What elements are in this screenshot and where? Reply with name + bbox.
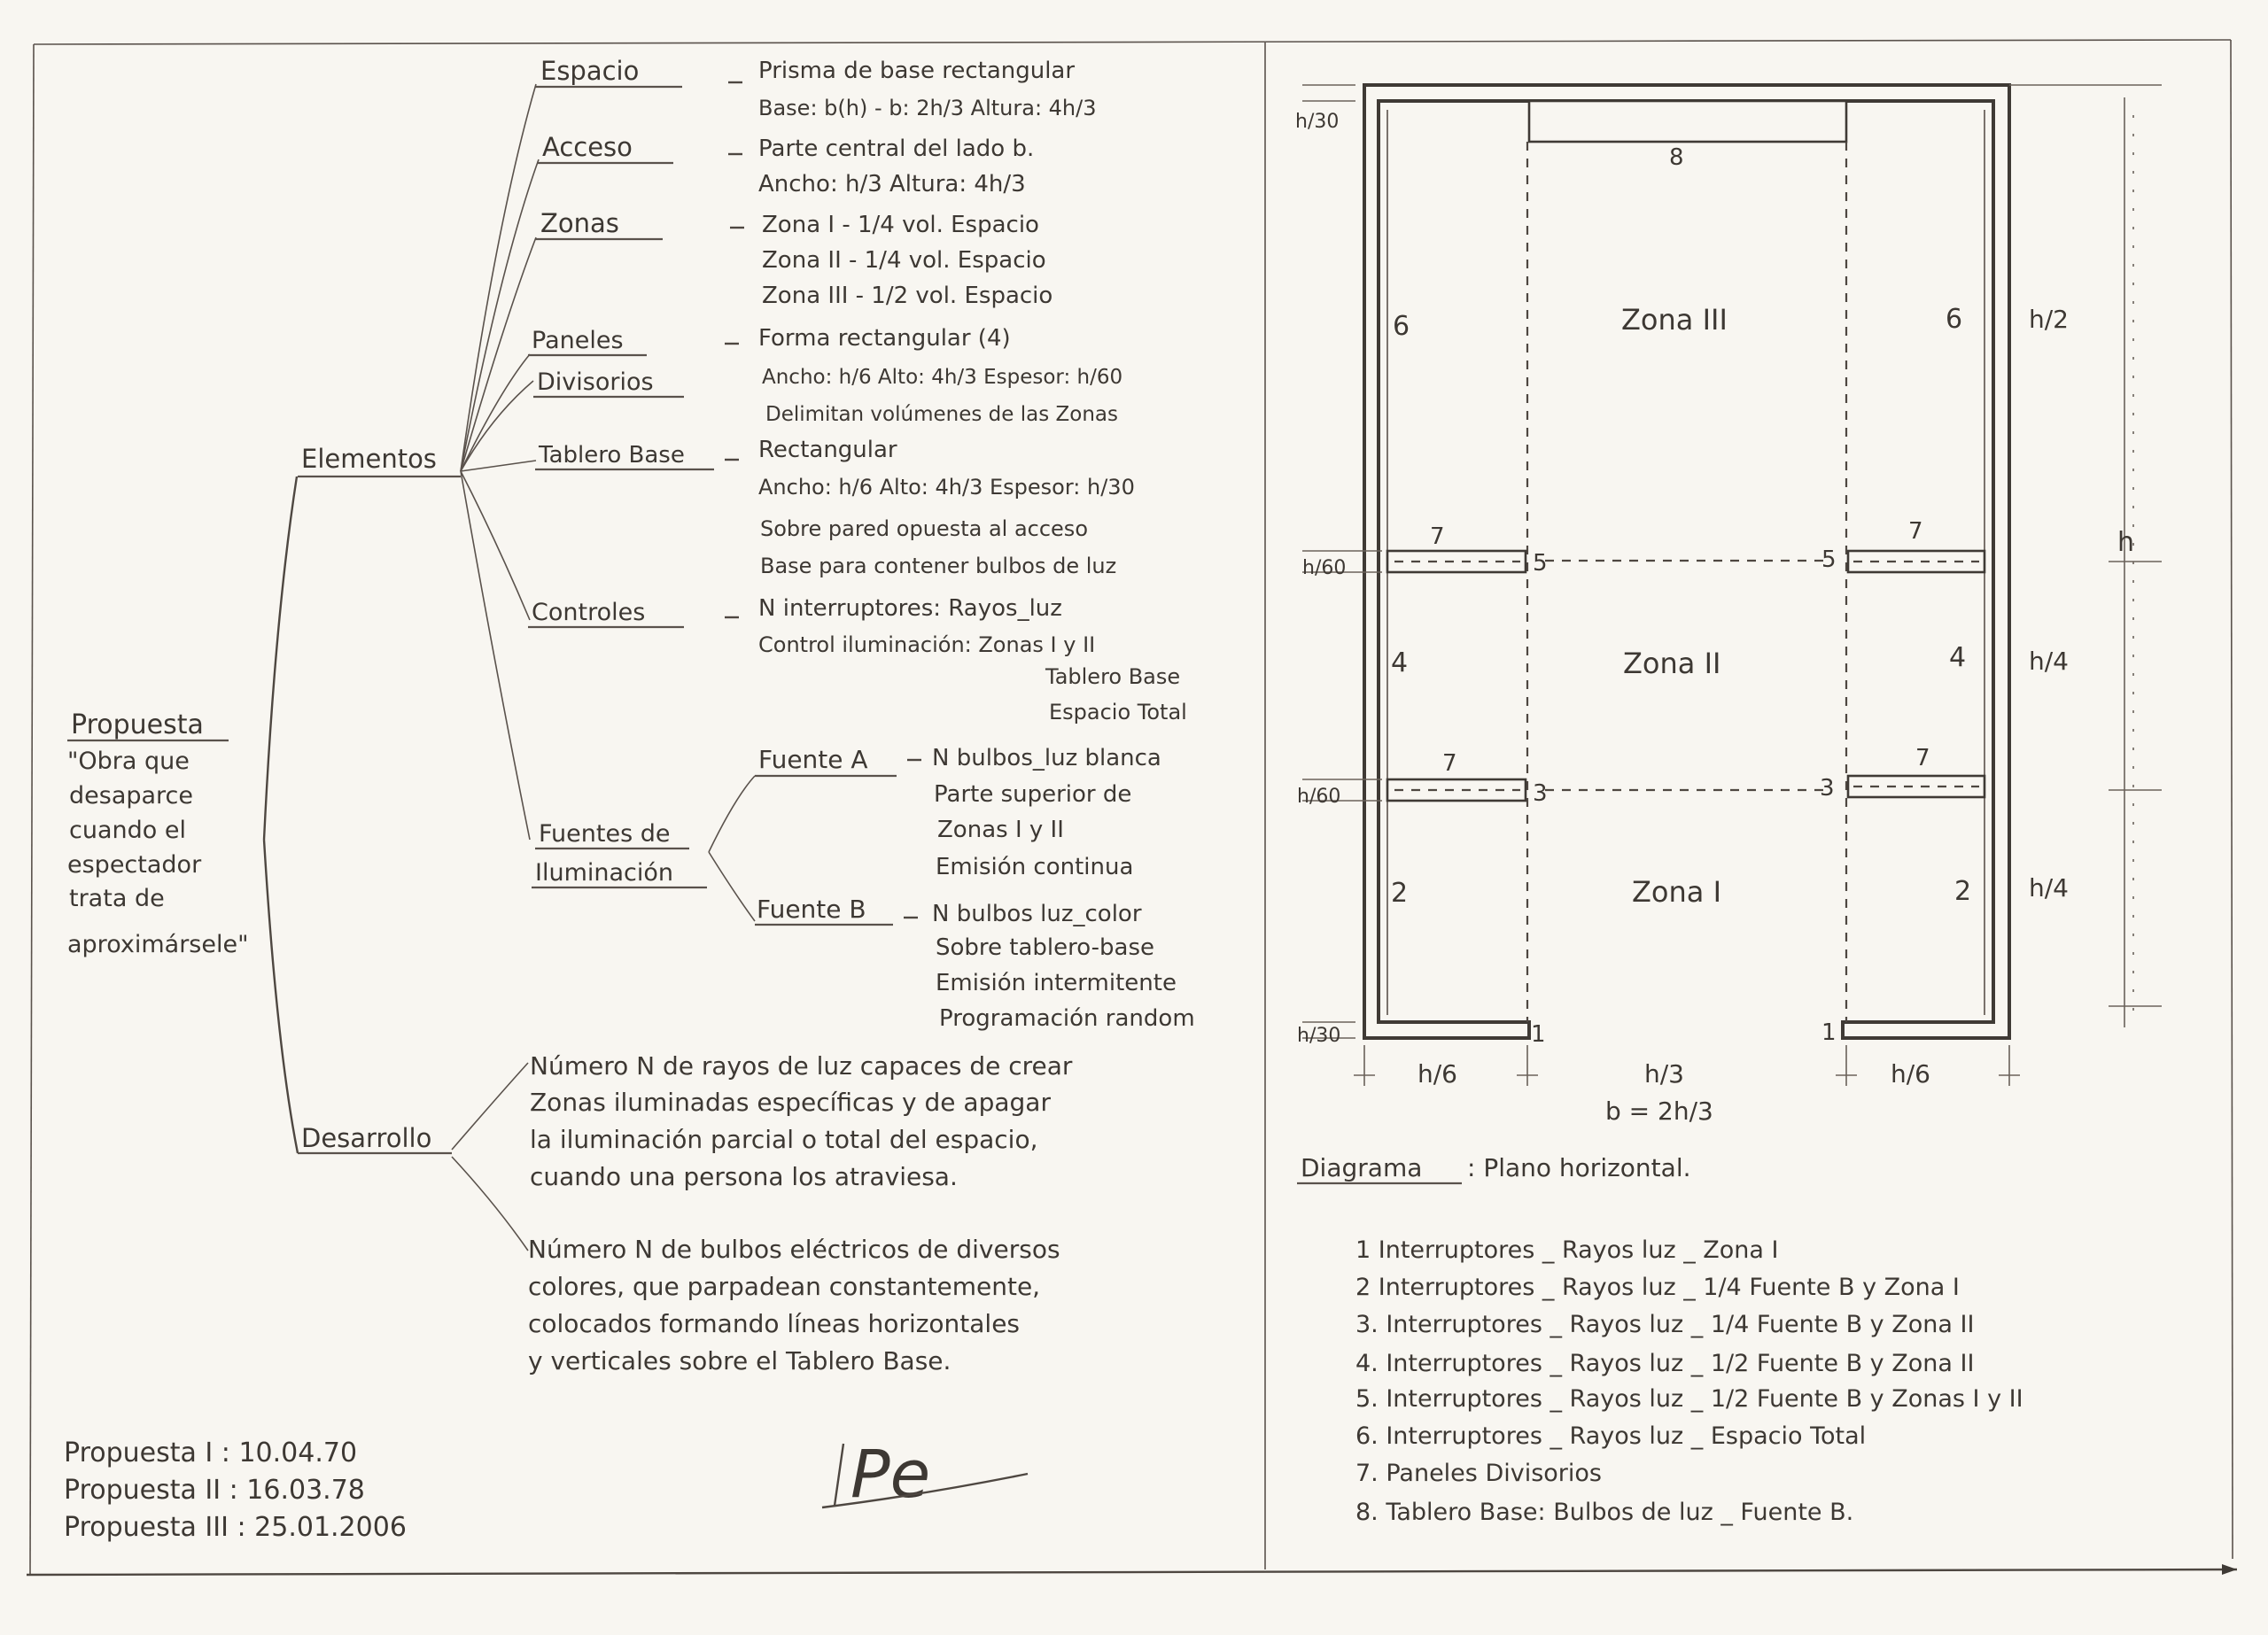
fuente-a-desc-1: N bulbos_luz blanca [932,745,1161,771]
diagram-title-label: Diagrama [1301,1153,1423,1182]
elementos-label: Elementos [301,444,437,474]
zona-iii-label: Zona III [1621,303,1728,337]
zona-i-label: Zona I [1632,875,1721,909]
dim-bottom-left: h/6 [1418,1059,1457,1089]
bottom-dimensions [1354,1045,2020,1126]
panel-right-upper [1848,551,1984,572]
number-1-right: 1 [1821,1019,1837,1046]
number-6-right: 6 [1946,304,1963,335]
tablero-desc-3: Sobre pared opuesta al acceso [760,516,1088,541]
dim-right-total: h [2117,527,2135,558]
fuentes-label-2: Iluminación [535,859,674,887]
desarrollo-2-line-2: colores, que parpadean constantemente, [528,1272,1041,1301]
proposal-title: Propuesta [71,709,204,740]
dim-left-bottom: h/30 [1297,1025,1341,1047]
zonas-desc-3: Zona III - 1/2 vol. Espacio [762,283,1053,309]
zonas-desc-1: Zona I - 1/4 vol. Espacio [762,212,1039,238]
dim-right-bottom: h/4 [2029,873,2069,903]
left-dimensions [1295,85,1382,1047]
legend-item-5: 5. Interruptores _ Rayos luz _ 1/2 Fuente B y Zonas I y II [1355,1385,2023,1413]
tablero-base-rect [1529,101,1846,142]
number-7-left-upper: 7 [1430,523,1445,550]
element-label-paneles: Paneles [532,327,624,354]
right-dimensions [2009,85,2162,1027]
number-1-left: 1 [1531,1021,1546,1048]
plan-numbers [1391,144,1971,1048]
espacio-desc-1: Prisma de base rectangular [758,58,1076,84]
proposal-line-2: desaparce [69,782,194,810]
legend-item-1: 1 Interruptores _ Rayos luz _ Zona I [1355,1236,1779,1264]
legend-item-4: 4. Interruptores _ Rayos luz _ 1/2 Fuente B y Zona II [1355,1350,1975,1377]
number-7-left-lower: 7 [1442,750,1457,777]
date-propuesta-1: Propuesta I : 10.04.70 [64,1437,358,1468]
floor-plan [1295,85,2162,1526]
elementos-branches [461,84,539,840]
fuente-descriptions [932,745,1195,1032]
espacio-desc-2: Base: b(h) - b: 2h/3 Altura: 4h/3 [758,96,1097,120]
number-2-left: 2 [1391,878,1409,909]
controles-desc-3: Tablero Base [1045,664,1181,689]
legend-item-6: 6. Interruptores _ Rayos luz _ Espacio Total [1355,1422,1867,1450]
proposal-line-1: "Obra que [67,748,190,775]
element-label-espacio: Espacio [540,56,640,86]
proposal-line-4: espectador [67,851,202,879]
number-6-left: 6 [1393,311,1410,342]
zonas-desc-2: Zona II - 1/4 vol. Espacio [762,247,1046,274]
element-label-controles: Controles [532,599,646,626]
legend-item-7: 7. Paneles Divisorios [1355,1460,1602,1487]
fuente-b-desc-4: Programación random [939,1005,1195,1032]
dim-left-mid2: h/60 [1297,786,1341,808]
description-dashes [725,82,921,918]
date-propuesta-2: Propuesta II : 16.03.78 [64,1475,365,1506]
number-5-left: 5 [1533,550,1548,577]
paneles-desc-2: Ancho: h/6 Alto: 4h/3 Espesor: h/60 [762,366,1123,389]
element-label-divisorios: Divisorios [537,368,654,396]
fuente-a-desc-2: Parte superior de [934,781,1132,808]
tablero-desc-2: Ancho: h/6 Alto: 4h/3 Espesor: h/30 [758,475,1135,500]
signature [822,1437,1028,1513]
diagram-title [1297,1153,1691,1183]
desarrollo-1-line-3: la iluminación parcial o total del espacio, [530,1125,1038,1154]
element-label-tablero: Tablero Base [539,442,685,469]
dim-bottom-right: h/6 [1891,1059,1930,1089]
date-propuesta-3: Propuesta III : 25.01.2006 [64,1512,407,1543]
desarrollo-label: Desarrollo [301,1123,432,1153]
controles-desc-2: Control iluminación: Zonas I y II [758,632,1096,657]
number-4-left: 4 [1391,647,1409,678]
desarrollo-1-line-1: Número N de rayos de luz capaces de crear [530,1051,1073,1081]
number-7-right-upper: 7 [1908,518,1923,545]
fuente-a-desc-3: Zonas I y II [937,817,1064,843]
number-8: 8 [1669,144,1684,171]
plan-legend [1355,1236,2023,1526]
proposal-dates [64,1437,407,1543]
dim-bottom-center: h/3 [1644,1059,1684,1089]
controles-desc-4: Espacio Total [1049,700,1187,725]
number-3-right: 3 [1820,775,1835,802]
paneles-desc-3: Delimitan volúmenes de las Zonas [765,403,1118,426]
acceso-desc-2: Ancho: h/3 Altura: 4h/3 [758,171,1026,198]
controles-desc-1: N interruptores: Rayos_luz [758,595,1062,622]
fuente-b-desc-2: Sobre tablero-base [936,934,1155,961]
paneles-desc-1: Forma rectangular (4) [758,325,1011,352]
fuente-b-desc-3: Emisión intermitente [936,970,1177,996]
legend-item-3: 3. Interruptores _ Rayos luz _ 1/4 Fuente B y Zona II [1355,1311,1975,1338]
number-7-right-lower: 7 [1915,745,1930,771]
desarrollo-texts [528,1051,1073,1375]
fuente-b-desc-1: N bulbos luz_color [932,901,1142,927]
fuente-a-label: Fuente A [758,745,868,774]
desarrollo-1-line-2: Zonas iluminadas específicas y de apagar [530,1088,1051,1117]
acceso-desc-1: Parte central del lado b. [758,136,1035,162]
proposal-line-3: cuando el [69,817,186,844]
dim-bottom-base: b = 2h/3 [1605,1096,1713,1126]
number-4-right: 4 [1949,642,1967,673]
dim-right-top: h/2 [2029,305,2069,334]
fuentes-label: Fuentes de [539,820,671,848]
number-5-right: 5 [1821,546,1837,573]
mindmap [64,56,1195,1543]
dim-right-mid: h/4 [2029,647,2069,676]
dim-left-mid1: h/60 [1302,557,1347,579]
element-label-acceso: Acceso [542,132,633,162]
panel-left-upper [1387,551,1526,572]
tablero-desc-4: Base para contener bulbos de luz [760,554,1117,578]
zone-labels [1621,303,1728,909]
desarrollo-1-line-4: cuando una persona los atraviesa. [530,1162,958,1191]
proposal-line-6: aproximársele" [67,931,249,958]
desarrollo-2-line-4: y verticales sobre el Tablero Base. [528,1346,951,1375]
fuente-a-desc-4: Emisión continua [936,854,1134,880]
panel-right-lower [1848,776,1984,797]
number-3-left: 3 [1533,780,1548,807]
zona-ii-label: Zona II [1623,647,1721,680]
dim-left-top: h/30 [1295,111,1340,133]
tablero-desc-1: Rectangular [758,437,897,463]
legend-item-8: 8. Tablero Base: Bulbos de luz _ Fuente B. [1355,1499,1854,1526]
signature-text: Pe [850,1437,931,1513]
desarrollo-2-line-1: Número N de bulbos eléctricos de diversos [528,1235,1060,1264]
number-2-right: 2 [1954,876,1972,907]
fuente-b-label: Fuente B [757,895,866,924]
diagram-title-text: : Plano horizontal. [1467,1153,1691,1182]
panel-left-lower [1387,779,1526,801]
element-label-zonas: Zonas [540,208,619,238]
legend-item-2: 2 Interruptores _ Rayos luz _ 1/4 Fuente B y Zona I [1355,1274,1960,1301]
page-frame [27,40,2237,1575]
element-descriptions [758,58,1187,725]
desarrollo-2-line-3: colocados formando líneas horizontales [528,1309,1021,1338]
proposal-line-5: trata de [69,885,165,912]
